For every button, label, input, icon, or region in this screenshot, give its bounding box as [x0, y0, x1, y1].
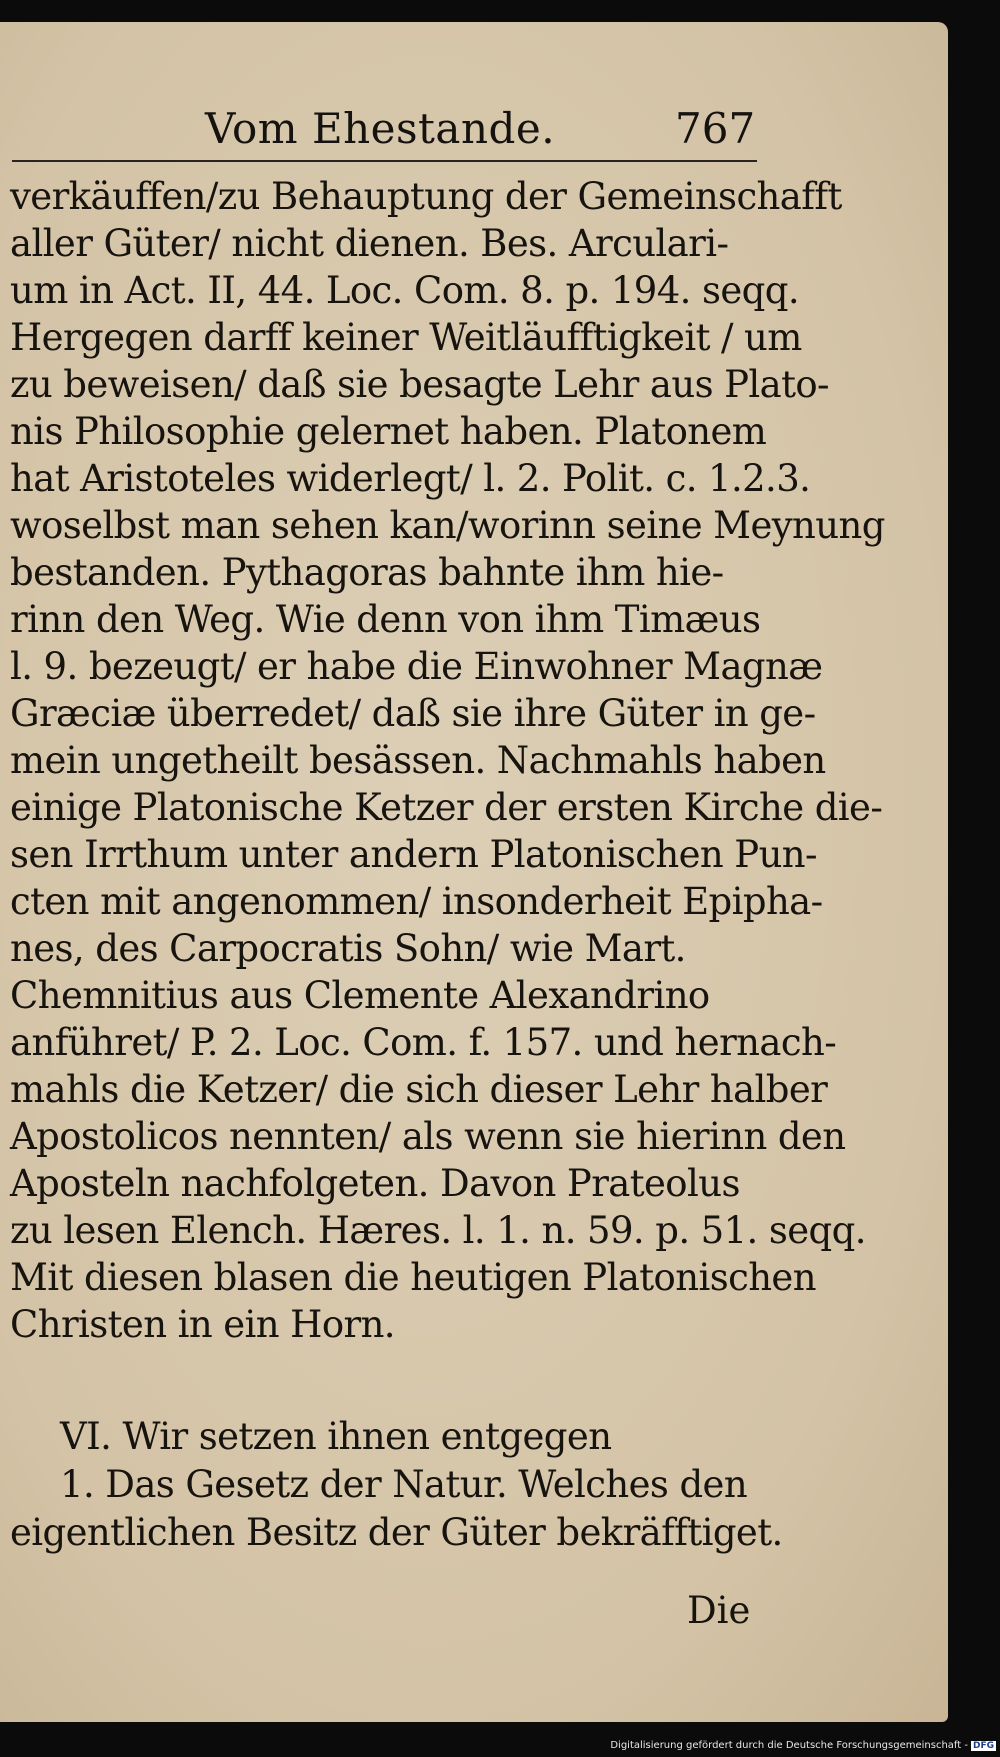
text-line: mein ungetheilt besässen. Nachmahls haben: [10, 739, 826, 782]
catchword: Die: [687, 1589, 751, 1632]
page-header: [0, 92, 948, 172]
text-line: mahls die Ketzer/ die sich dieser Lehr halber: [10, 1068, 828, 1111]
text-line: 1. Das Gesetz der Natur. Welches den: [60, 1463, 748, 1506]
running-head: Vom Ehestande.: [205, 104, 556, 153]
header-rule: [12, 160, 757, 162]
text-line: hat Aristoteles widerlegt/ l. 2. Polit. c. 1.2.3.: [10, 457, 811, 500]
text-line: nes, des Carpocratis Sohn/ wie Mart.: [10, 927, 686, 970]
text-line: aller Güter/ nicht dienen. Bes. Arculari-: [10, 222, 729, 265]
text-line: Græciæ überredet/ daß sie ihre Güter in ge-: [10, 692, 816, 735]
digitization-credit: [610, 1740, 996, 1751]
text-line: zu beweisen/ daß sie besagte Lehr aus Plato-: [10, 363, 829, 406]
text-line: Christen in ein Horn.: [10, 1303, 395, 1346]
text-line: sen Irrthum unter andern Platonischen Pun-: [10, 833, 817, 876]
text-line: Hergegen darff keiner Weitläufftigkeit / um: [10, 316, 802, 359]
text-line: zu lesen Elench. Hæres. l. 1. n. 59. p. 51. seqq.: [10, 1209, 866, 1252]
text-line: rinn den Weg. Wie denn von ihm Timæus: [10, 598, 761, 641]
text-line: einige Platonische Ketzer der ersten Kirche die-: [10, 786, 883, 829]
text-line: Chemnitius aus Clemente Alexandrino: [10, 974, 710, 1017]
text-line: verkäuffen/zu Behauptung der Gemeinschafft: [10, 175, 842, 218]
section-heading: VI. Wir setzen ihnen entgegen: [60, 1415, 612, 1458]
text-line: bestanden. Pythagoras bahnte ihm hie-: [10, 551, 724, 594]
text-line: eigentlichen Besitz der Güter bekräfftiget.: [10, 1511, 783, 1554]
credit-text: Digitalisierung gefördert durch die Deutsche Forschungsgemeinschaft -: [610, 1740, 968, 1751]
text-line: Mit diesen blasen die heutigen Platonischen: [10, 1256, 816, 1299]
text-line: Aposteln nachfolgeten. Davon Prateolus: [10, 1162, 740, 1205]
text-line: um in Act. II, 44. Loc. Com. 8. p. 194. seqq.: [10, 269, 800, 312]
text-line: Apostolicos nennten/ als wenn sie hierinn den: [10, 1115, 846, 1158]
text-line: cten mit angenommen/ insonderheit Epipha-: [10, 880, 823, 923]
text-line: woselbst man sehen kan/worinn seine Meynung: [10, 504, 885, 547]
dfg-logo: DFG: [972, 1741, 994, 1751]
book-page: [0, 22, 948, 1722]
text-line: nis Philosophie gelernet haben. Platonem: [10, 410, 767, 453]
text-line: l. 9. bezeugt/ er habe die Einwohner Magnæ: [10, 645, 823, 688]
page-number: 767: [675, 104, 756, 153]
text-line: anführet/ P. 2. Loc. Com. f. 157. und hernach-: [10, 1021, 837, 1064]
